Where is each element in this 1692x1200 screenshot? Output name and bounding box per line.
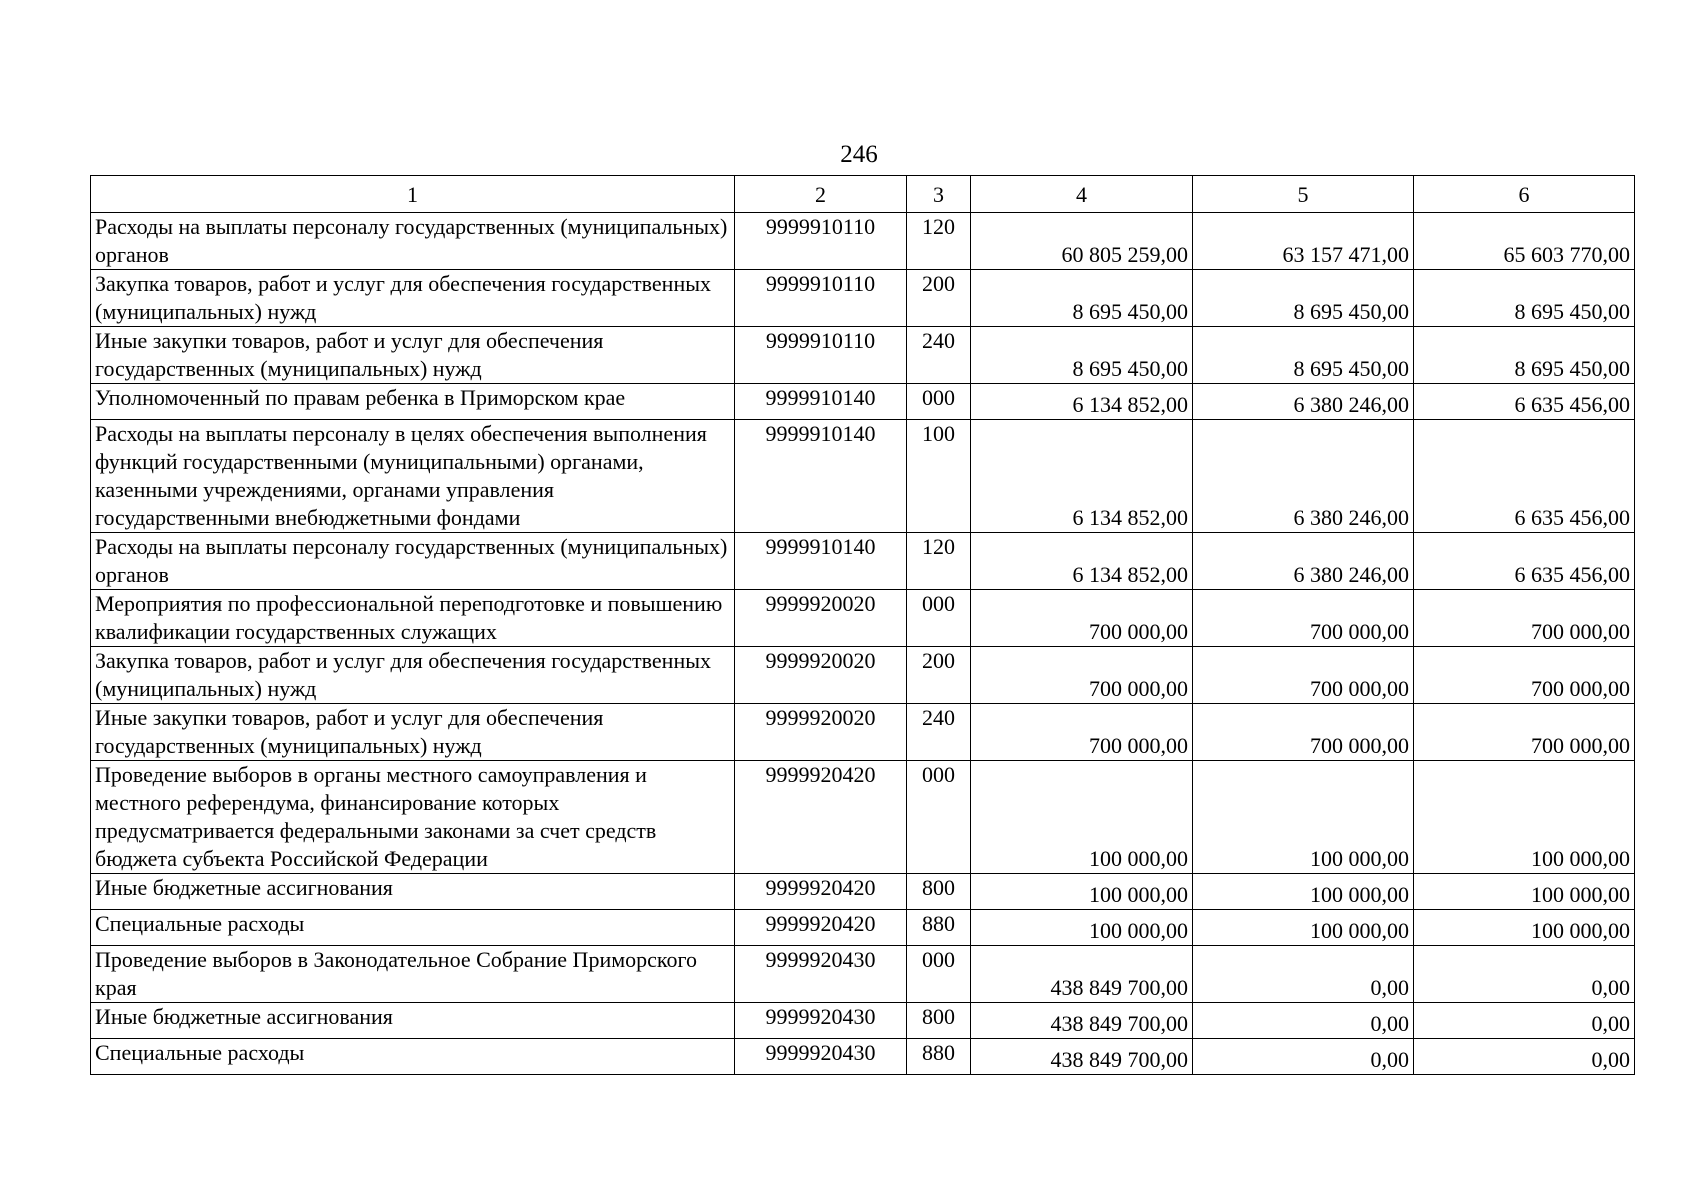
amount-col5: 6 380 246,00	[1193, 420, 1414, 533]
expense-name: Иные закупки товаров, работ и услуг для обеспечения государственных (муниципальных) нужд	[91, 327, 735, 384]
amount-col4: 8 695 450,00	[971, 270, 1193, 327]
amount-col4: 100 000,00	[971, 761, 1193, 874]
amount-col4: 438 849 700,00	[971, 1003, 1193, 1039]
amount-col4: 438 849 700,00	[971, 946, 1193, 1003]
expense-type: 000	[907, 761, 971, 874]
expense-type: 000	[907, 384, 971, 420]
table-row	[91, 384, 1635, 420]
amount-col4: 60 805 259,00	[971, 213, 1193, 270]
target-code: 9999910140	[735, 384, 907, 420]
expense-type: 000	[907, 946, 971, 1003]
table-row	[91, 420, 1635, 533]
table-row	[91, 874, 1635, 910]
expense-type: 120	[907, 213, 971, 270]
column-number-5: 5	[1193, 176, 1414, 213]
target-code: 9999920420	[735, 910, 907, 946]
expense-name: Расходы на выплаты персоналу в целях обеспечения выполнения функций государственными (муниципальными) органами, казенными учреждениями, органами управления государственными внебюджетными фондами	[91, 420, 735, 533]
table-row	[91, 590, 1635, 647]
expense-name: Иные бюджетные ассигнования	[91, 874, 735, 910]
amount-col5: 0,00	[1193, 1003, 1414, 1039]
page-number: 246	[840, 141, 878, 168]
expense-type: 200	[907, 647, 971, 704]
table-row	[91, 704, 1635, 761]
table-row	[91, 327, 1635, 384]
amount-col5: 700 000,00	[1193, 704, 1414, 761]
amount-col6: 100 000,00	[1414, 761, 1635, 874]
amount-col6: 0,00	[1414, 1039, 1635, 1075]
amount-col6: 6 635 456,00	[1414, 533, 1635, 590]
amount-col5: 8 695 450,00	[1193, 327, 1414, 384]
column-number-1: 1	[91, 176, 735, 213]
expense-name: Иные бюджетные ассигнования	[91, 1003, 735, 1039]
table-row	[91, 647, 1635, 704]
expense-type: 000	[907, 590, 971, 647]
column-number-2: 2	[735, 176, 907, 213]
target-code: 9999910110	[735, 327, 907, 384]
amount-col4: 100 000,00	[971, 910, 1193, 946]
table-row	[91, 533, 1635, 590]
amount-col6: 700 000,00	[1414, 704, 1635, 761]
expense-name: Расходы на выплаты персоналу государственных (муниципальных) органов	[91, 213, 735, 270]
amount-col6: 700 000,00	[1414, 590, 1635, 647]
amount-col6: 0,00	[1414, 1003, 1635, 1039]
expense-name: Проведение выборов в органы местного самоуправления и местного референдума, финансирование которых предусматривается федеральными законами за счет средств бюджета субъекта Российской Федерации	[91, 761, 735, 874]
amount-col4: 438 849 700,00	[971, 1039, 1193, 1075]
expense-type: 800	[907, 874, 971, 910]
amount-col5: 700 000,00	[1193, 590, 1414, 647]
expense-name: Проведение выборов в Законодательное Собрание Приморского края	[91, 946, 735, 1003]
target-code: 9999910140	[735, 420, 907, 533]
table-row	[91, 910, 1635, 946]
amount-col6: 65 603 770,00	[1414, 213, 1635, 270]
column-number-6: 6	[1414, 176, 1635, 213]
amount-col4: 700 000,00	[971, 647, 1193, 704]
target-code: 9999920020	[735, 590, 907, 647]
amount-col4: 6 134 852,00	[971, 533, 1193, 590]
amount-col6: 8 695 450,00	[1414, 270, 1635, 327]
expense-type: 200	[907, 270, 971, 327]
table-row	[91, 213, 1635, 270]
target-code: 9999920420	[735, 761, 907, 874]
amount-col4: 8 695 450,00	[971, 327, 1193, 384]
amount-col6: 6 635 456,00	[1414, 420, 1635, 533]
amount-col5: 100 000,00	[1193, 910, 1414, 946]
target-code: 9999920020	[735, 704, 907, 761]
amount-col5: 100 000,00	[1193, 874, 1414, 910]
amount-col5: 0,00	[1193, 1039, 1414, 1075]
amount-col5: 63 157 471,00	[1193, 213, 1414, 270]
amount-col5: 0,00	[1193, 946, 1414, 1003]
amount-col6: 6 635 456,00	[1414, 384, 1635, 420]
amount-col6: 0,00	[1414, 946, 1635, 1003]
expense-name: Уполномоченный по правам ребенка в Приморском крае	[91, 384, 735, 420]
amount-col5: 700 000,00	[1193, 647, 1414, 704]
target-code: 9999910140	[735, 533, 907, 590]
expense-type: 100	[907, 420, 971, 533]
target-code: 9999910110	[735, 213, 907, 270]
expense-type: 880	[907, 910, 971, 946]
target-code: 9999910110	[735, 270, 907, 327]
target-code: 9999920430	[735, 1039, 907, 1075]
expense-name: Иные закупки товаров, работ и услуг для обеспечения государственных (муниципальных) нужд	[91, 704, 735, 761]
expense-type: 240	[907, 704, 971, 761]
column-number-3: 3	[907, 176, 971, 213]
amount-col5: 8 695 450,00	[1193, 270, 1414, 327]
expense-name: Специальные расходы	[91, 1039, 735, 1075]
expense-type: 240	[907, 327, 971, 384]
table-row	[91, 1039, 1635, 1075]
target-code: 9999920430	[735, 946, 907, 1003]
amount-col4: 6 134 852,00	[971, 384, 1193, 420]
expense-name: Расходы на выплаты персоналу государственных (муниципальных) органов	[91, 533, 735, 590]
column-number-row	[91, 176, 1635, 213]
amount-col5: 6 380 246,00	[1193, 533, 1414, 590]
expense-type: 120	[907, 533, 971, 590]
amount-col6: 8 695 450,00	[1414, 327, 1635, 384]
target-code: 9999920420	[735, 874, 907, 910]
expense-type: 800	[907, 1003, 971, 1039]
amount-col6: 100 000,00	[1414, 874, 1635, 910]
table-row	[91, 946, 1635, 1003]
expense-name: Закупка товаров, работ и услуг для обеспечения государственных (муниципальных) нужд	[91, 647, 735, 704]
amount-col5: 6 380 246,00	[1193, 384, 1414, 420]
table-row	[91, 270, 1635, 327]
amount-col4: 6 134 852,00	[971, 420, 1193, 533]
expense-name: Специальные расходы	[91, 910, 735, 946]
table-row	[91, 761, 1635, 874]
budget-table	[90, 175, 1635, 1075]
expense-name: Мероприятия по профессиональной переподготовке и повышению квалификации государственных служащих	[91, 590, 735, 647]
amount-col5: 100 000,00	[1193, 761, 1414, 874]
target-code: 9999920020	[735, 647, 907, 704]
amount-col4: 700 000,00	[971, 704, 1193, 761]
amount-col6: 700 000,00	[1414, 647, 1635, 704]
expense-type: 880	[907, 1039, 971, 1075]
column-number-4: 4	[971, 176, 1193, 213]
amount-col4: 100 000,00	[971, 874, 1193, 910]
amount-col4: 700 000,00	[971, 590, 1193, 647]
amount-col6: 100 000,00	[1414, 910, 1635, 946]
target-code: 9999920430	[735, 1003, 907, 1039]
expense-name: Закупка товаров, работ и услуг для обеспечения государственных (муниципальных) нужд	[91, 270, 735, 327]
table-row	[91, 1003, 1635, 1039]
